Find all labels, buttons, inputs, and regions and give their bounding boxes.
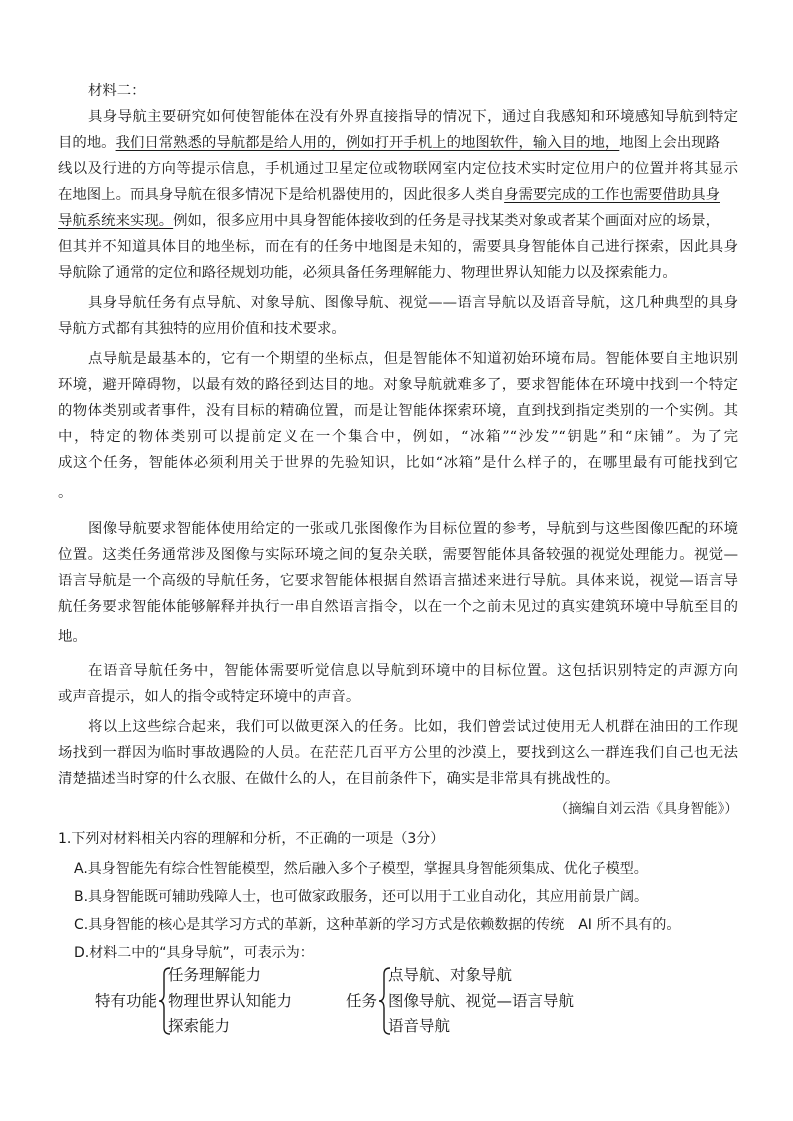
- p5-line2: 或声音提示，如人的指令或特定环境中的声音。: [58, 689, 361, 705]
- p1-line3: 线以及行进的方向等提示信息，手机通过卫星定位或物联网室内定位技术实时定位用户的位置并将其显示: [58, 161, 738, 177]
- p6-line3: 清楚描述当时穿的什么衣服、在做什么的人，在目前条件下，确实是非常具有挑战性的。: [58, 771, 620, 787]
- option-b: B.具身智能既可辅助残障人士，也可做家政服务，还可以用于工业自动化，其应用前景广阔。: [74, 889, 649, 905]
- p1-line5-b: 例如，很多应用中具身智能体接收到的任务是寻找某类对象或者某个画面对应的场景，: [173, 213, 720, 229]
- option-d: D.材料二中的“具身导航”，可表示为：: [74, 945, 314, 961]
- left-item-1: 任务理解能力: [168, 966, 262, 984]
- right-item-1: 点导航、对象导航: [388, 966, 513, 984]
- p4-line4: 航任务要求智能体能够解释并执行一串自然语言指令，以在一个之前未见过的真实建筑环境中导航至目的: [58, 599, 738, 615]
- p1-line5: [58, 208, 738, 234]
- question-stem: 1.下列对材料相关内容的理解和分析，不正确的一项是（3分）: [58, 831, 445, 847]
- right-item-2: 图像导航、视觉—语言导航: [388, 992, 575, 1010]
- p1-line7: 导航除了通常的定位和路径规划功能，必须具备任务理解能力、物理世界认知能力以及探索能力。: [58, 265, 677, 281]
- p4-line5: 地。: [58, 629, 87, 645]
- p1-line4-underlined: 身需要完成的工作也需要借助具身: [504, 187, 720, 203]
- p4-line3: 语言导航是一个高级的导航任务，它要求智能体根据自然语言描述来进行导航。具体来说，视觉—语言导: [58, 573, 738, 589]
- p3-line4: 中，特定的物体类别可以提前定义在一个集合中，例如，“冰箱”“沙发”“钥匙”和“床铺”。为了完: [58, 429, 738, 445]
- diagram-left-label: 特有功能: [95, 992, 158, 1010]
- p4-line1: 图像导航要求智能体使用给定的一张或几张图像作为目标位置的参考，导航到与这些图像匹配的环境: [88, 521, 738, 537]
- source-citation: （摘编自刘云浩《具身智能》）: [554, 801, 738, 817]
- p1-line4: [58, 182, 738, 208]
- p1-line2: [58, 130, 738, 156]
- option-c: C.具身智能的核心是其学习方式的革新，这种革新的学习方式是依赖数据的传统 AI 所不具有的。: [74, 917, 681, 933]
- left-item-2: 物理世界认知能力: [168, 992, 293, 1010]
- p5-line1: 在语音导航任务中，智能体需要听觉信息以导航到环境中的目标位置。这包括识别特定的声源方向: [88, 663, 738, 679]
- p3-line2: 环境，避开障碍物，以最有效的路径到达目的地。对象导航就难多了，要求智能体在环境中找到一个特定: [58, 377, 738, 393]
- p2-line1: 具身导航任务有点导航、对象导航、图像导航、视觉——语言导航以及语音导航，这几种典型的具身: [88, 295, 738, 311]
- right-item-3: 语音导航: [388, 1017, 451, 1035]
- material-heading: 材料二：: [88, 83, 146, 99]
- diagram-right-label: 任务: [346, 992, 378, 1010]
- p1-line2-c: 地图上会出现路: [619, 135, 721, 151]
- p4-line2: 位置。这类任务通常涉及图像与实际环境之间的复杂关联，需要智能体具备较强的视觉处理能力。视觉—: [58, 547, 738, 563]
- p1-line6: 但其并不知道具体目的地坐标，而在有的任务中地图是未知的，需要具身智能体自己进行探索，因此具身: [58, 239, 738, 255]
- p1-line5-underlined: 导航系统来实现。: [58, 213, 174, 229]
- p3-line3: 的物体类别或者事件，没有目标的精确位置，而是让智能体探索环境，直到找到指定类别的一个实例。其: [58, 403, 738, 419]
- p3-line1: 点导航是最基本的，它有一个期望的坐标点，但是智能体不知道初始环境布局。智能体要自主地识别: [88, 351, 738, 367]
- left-item-3: 探索能力: [168, 1017, 231, 1035]
- p1-line1: 具身导航主要研究如何使智能体在没有外界直接指导的情况下，通过自我感知和环境感知导航到特定: [88, 109, 738, 125]
- p3-line5: 成这个任务，智能体必须利用关于世界的先验知识，比如“冰箱”是什么样子的，在哪里最有可能找到它: [58, 455, 738, 471]
- p1-line2-underlined: 我们日常熟悉的导航都是给人用的，例如打开手机上的地图软件，输入目的地，: [115, 135, 620, 151]
- p1-line4-a: 在地图上。而具身导航在很多情况下是给机器使用的，因此很多人类自: [58, 187, 505, 203]
- p2-line2: 导航方式都有其独特的应用价值和技术要求。: [58, 321, 346, 337]
- p1-line2-a: 目的地。: [58, 135, 116, 151]
- p6-line2: 场找到一群因为临时事故遇险的人员。在茫茫几百平方公里的沙漠上，要找到这么一群连我们自己也无法: [58, 745, 738, 761]
- p6-line1: 将以上这些综合起来，我们可以做更深入的任务。比如，我们曾尝试过使用无人机群在油田的工作现: [88, 719, 738, 735]
- p3-line6: 。: [58, 485, 73, 501]
- option-a: A.具身智能先有综合性智能模型，然后融入多个子模型，掌握具身智能须集成、优化子模型。: [74, 861, 648, 877]
